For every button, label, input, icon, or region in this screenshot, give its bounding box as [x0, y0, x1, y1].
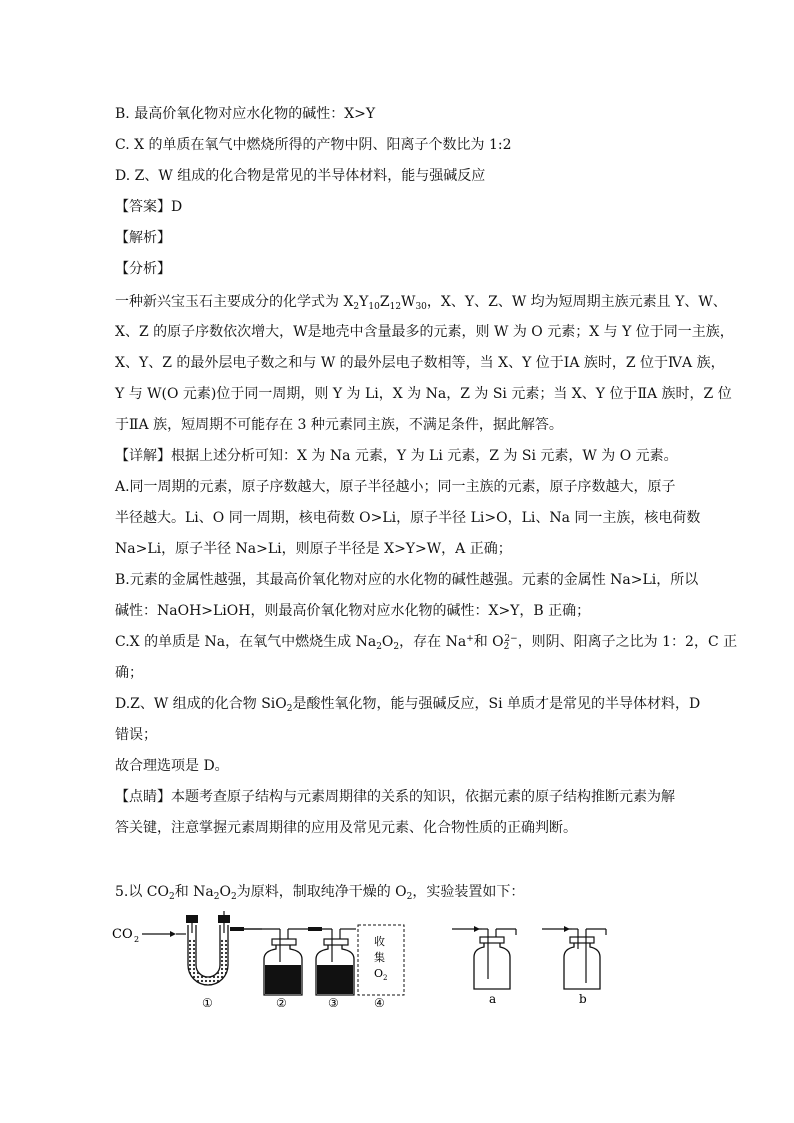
option-d: D. Z、W 组成的化合物是常见的半导体材料，能与强碱反应 [115, 168, 486, 184]
option-c: C. X 的单质在氧气中燃烧所得的产物中阴、阳离子个数比为 1:2 [115, 137, 512, 153]
analysis-line-5: 于ⅡA 族，短周期不可能存在 3 种元素同主族，不满足条件，据此解答。 [115, 417, 563, 433]
analysis-line-2: X、Z 的原子序数依次增大，W是地壳中含量最多的元素，则 W 为 O 元素；X 与 Y 位于同一主族， [115, 324, 734, 340]
question-5-stem: 5.以 $CO_2$和 $Na_2O_2$为原料，制取纯净干燥的 $O_2$，实验装置如下： [115, 884, 525, 902]
jiexi-heading: 【解析】 [115, 230, 171, 246]
analysis-line-3: X、Y、Z 的最外层电子数之和与 W 的最外层电子数相等，当 X、Y 位于ⅠA 族时，Z 位于ⅣA 族， [115, 355, 725, 371]
label-3: ③ [328, 996, 339, 1007]
fenxi-heading: 【分析】 [115, 261, 171, 277]
comment-line-2: 答关键，注意掌握元素周期律的应用及常见元素、化合物性质的正确判断。 [115, 820, 577, 836]
analysis-line-1: 一种新兴宝玉石主要成分的化学式为 $X_2Y_{10}Z_{12}W_{30}$，X、Y、Z、W 均为短周期主族元素且 Y、W、 [115, 294, 727, 312]
bottle-b [542, 926, 606, 1006]
svg-text:收: 收 [374, 935, 385, 948]
svg-text:2: 2 [383, 974, 388, 982]
detail-line-10: 错误； [115, 727, 157, 743]
svg-text:2: 2 [134, 935, 140, 944]
bottle-a [452, 926, 516, 1006]
detail-line-7: C.X 的单质是 Na，在氧气中燃烧生成 $Na_2O_2$，存在 Na+和 $O_2^{2-}$，则阴、阳离子之比为 1：2，C 正 [115, 634, 738, 652]
label-1: ① [202, 996, 213, 1007]
detail-line-1: 【详解】根据上述分析可知：X 为 Na 元素，Y 为 Li 元素，Z 为 Si 元素，W 为 O 元素。 [115, 448, 678, 464]
wash-bottle-3 [316, 929, 356, 995]
apparatus-diagram [112, 907, 622, 1007]
detail-line-5: B.元素的金属性越强，其最高价氧化物对应的水化物的碱性越强。元素的金属性 Na>Li，所以 [115, 572, 699, 588]
wash-bottle-2 [230, 927, 332, 995]
detail-line-3: 半径越大。Li、O 同一周期，核电荷数 O>Li，原子半径 Li>O，Li、Na 同一主族，核电荷数 [115, 510, 701, 526]
svg-text:集: 集 [374, 951, 385, 964]
detail-line-4: Na>Li，原子半径 Na>Li，则原子半径是 X>Y>W，A 正确； [115, 541, 512, 557]
comment-line-1: 【点睛】本题考查原子结构与元素周期律的关系的知识，依据元素的原子结构推断元素为解 [115, 789, 675, 805]
option-b: B. 最高价氧化物对应水化物的碱性：X>Y [115, 106, 376, 122]
detail-line-9: D.Z、W 组成的化合物 SiO$_2$是酸性氧化物，能与强碱反应，Si 单质才是常见的半导体材料，D [115, 696, 701, 714]
svg-text:a: a [489, 992, 497, 1006]
label-2: ② [276, 996, 287, 1007]
svg-text:O: O [374, 967, 384, 980]
label-4: ④ [374, 996, 385, 1007]
svg-text:b: b [579, 992, 587, 1006]
detail-line-8: 确； [115, 665, 143, 681]
svg-text:CO: CO [112, 927, 133, 942]
co2-inlet [112, 927, 186, 944]
answer-line: 【答案】D [115, 199, 183, 215]
detail-line-2: A.同一周期的元素，原子序数越大，原子半径越小；同一主族的元素，原子序数越大，原子 [115, 479, 676, 495]
collection-box [358, 925, 404, 995]
detail-line-6: 碱性：NaOH>LiOH，则最高价氧化物对应水化物的碱性：X>Y，B 正确； [115, 603, 591, 619]
analysis-line-4: Y 与 W(O 元素)位于同一周期，则 Y 为 Li，X 为 Na，Z 为 Si 元素；当 X、Y 位于ⅡA 族时，Z 位 [115, 386, 732, 402]
detail-line-11: 故合理选项是 D。 [115, 758, 229, 774]
u-tube [186, 911, 262, 985]
